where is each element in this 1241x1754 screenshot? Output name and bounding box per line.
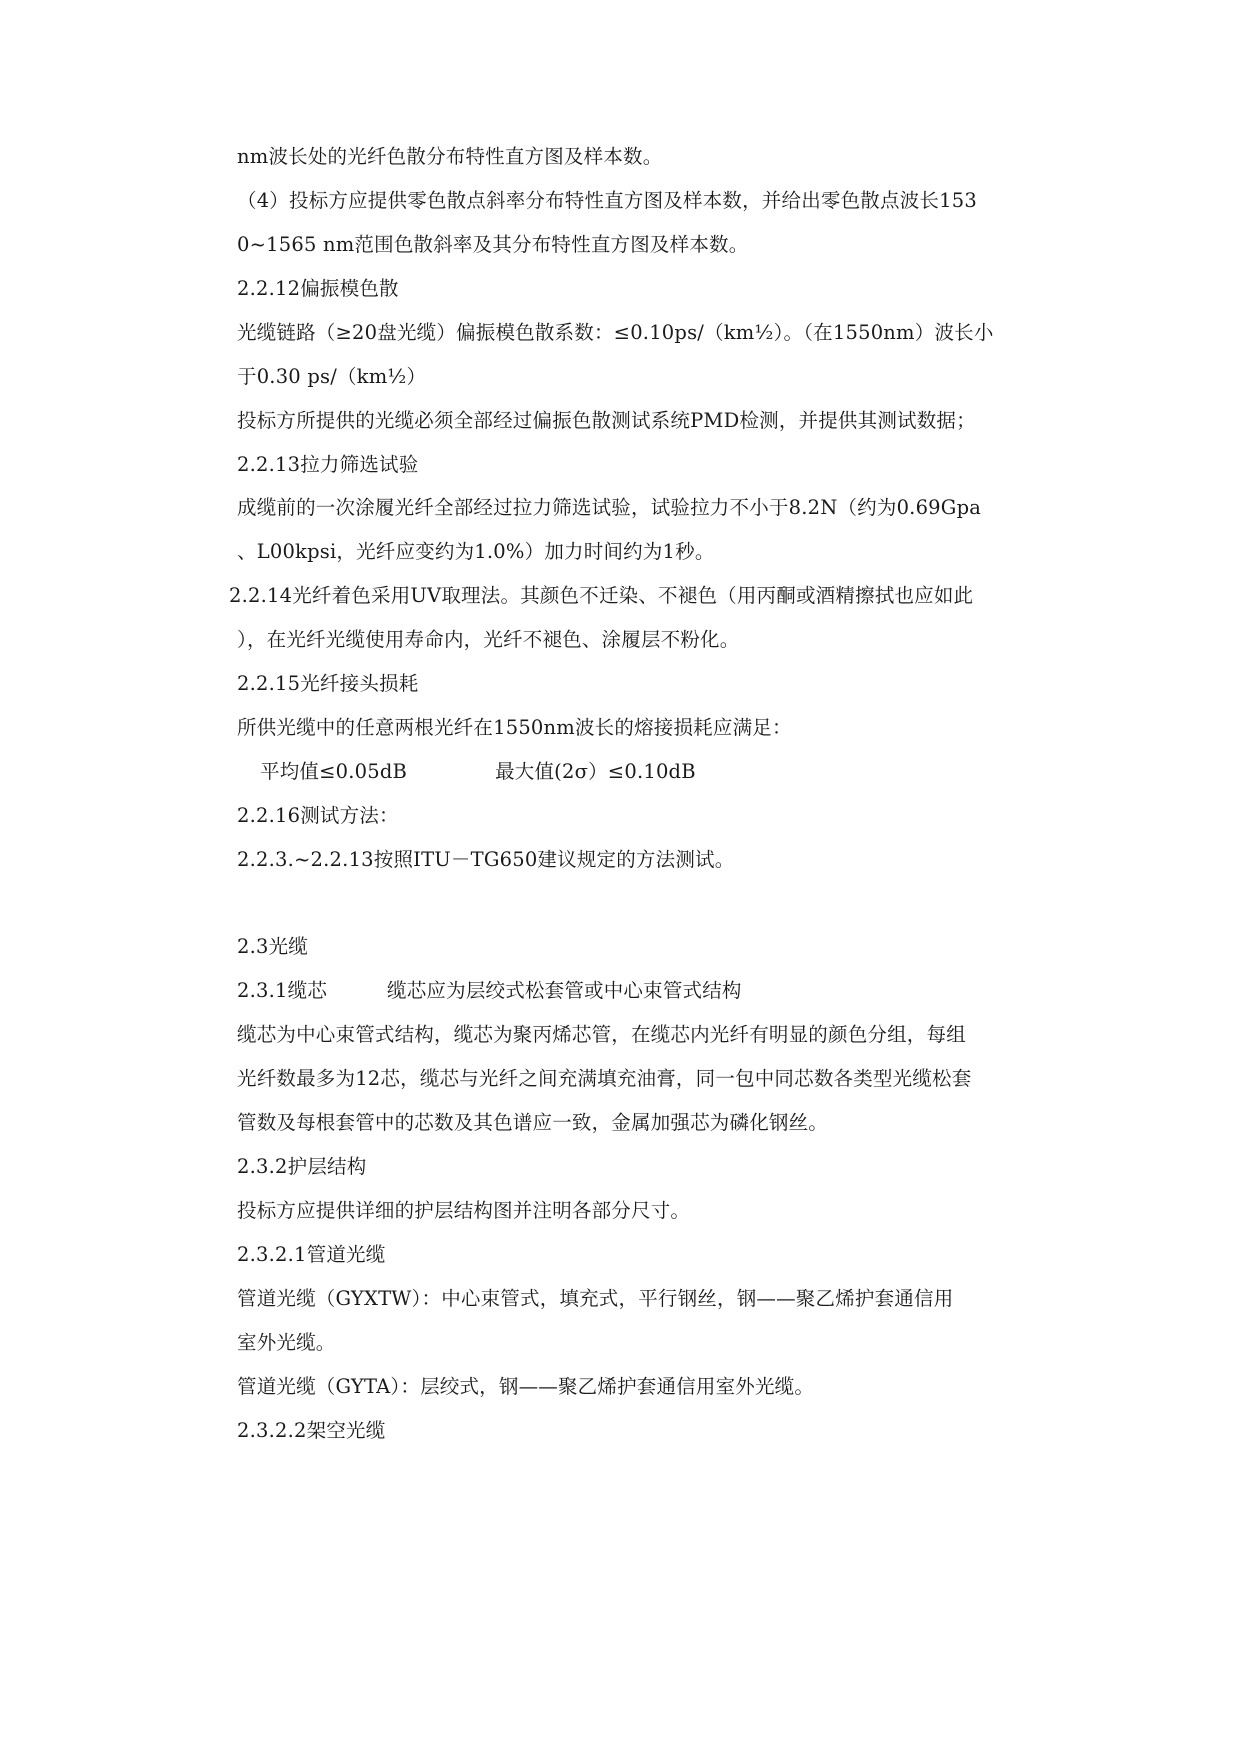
text-line: 管道光缆（GYXTW）：中心束管式，填充式，平行钢丝，钢——聚乙烯护套通信用 [237,1287,954,1310]
core-text: 缆芯应为层绞式松套管或中心束管式结构 [387,979,742,1002]
text-line: 管道光缆（GYTA）：层绞式，钢——聚乙烯护套通信用室外光缆。 [237,1375,815,1398]
splice-average: 平均值≤0.05dB [260,760,408,783]
section-heading: 2.3.2.2架空光缆 [237,1419,386,1442]
text-line: 2.2.3.~2.2.13按照ITU－TG650建议规定的方法测试。 [237,848,735,871]
text-line: 0~1565 nm范围色散斜率及其分布特性直方图及样本数。 [237,233,749,256]
text-line: 室外光缆。 [237,1331,336,1354]
text-line: ），在光纤光缆使用寿命内，光纤不褪色、涂履层不粉化。 [237,628,740,651]
text-line: 管数及每根套管中的芯数及其色谱应一致，金属加强芯为磷化钢丝。 [237,1111,829,1134]
text-line: nm波长处的光纤色散分布特性直方图及样本数。 [237,145,663,168]
splice-maximum: 最大值(2σ）≤0.10dB [495,760,696,783]
section-heading: 2.2.16测试方法： [237,804,399,827]
text-line: 投标方应提供详细的护层结构图并注明各部分尺寸。 [237,1199,691,1222]
text-line: 于0.30 ps/（km½） [237,365,427,388]
section-heading: 2.2.15光纤接头损耗 [237,672,419,695]
text-line: 成缆前的一次涂履光纤全部经过拉力筛选试验，试验拉力不小于8.2N（约为0.69Gpa [237,496,982,519]
text-line: 缆芯为中心束管式结构，缆芯为聚丙烯芯管，在缆芯内光纤有明显的颜色分组，每组 [237,1023,966,1046]
core-structure-line [237,978,742,1004]
text-line: 2.2.14光纤着色采用UV取理法。其颜色不迁染、不褪色（用丙酮或酒精擦拭也应如此 [229,584,974,607]
text-line: 投标方所提供的光缆必须全部经过偏振色散测试系统PMD检测，并提供其测试数据； [237,409,976,432]
section-heading: 2.3光缆 [237,935,309,958]
core-label: 2.3.1缆芯 [237,979,328,1002]
section-heading: 2.2.12偏振模色散 [237,277,399,300]
text-line: 、L00kpsi，光纤应变约为1.0%）加力时间约为1秒。 [237,540,715,563]
splice-loss-line [260,759,696,785]
text-line: （4）投标方应提供零色散点斜率分布特性直方图及样本数，并给出零色散点波长153 [237,189,977,212]
section-heading: 2.3.2护层结构 [237,1155,367,1178]
section-heading: 2.3.2.1管道光缆 [237,1243,386,1266]
section-heading: 2.2.13拉力筛选试验 [237,453,419,476]
text-line: 所供光缆中的任意两根光纤在1550nm波长的熔接损耗应满足： [237,716,792,739]
text-line: 光纤数最多为12芯，缆芯与光纤之间充满填充油膏，同一包中同芯数各类型光缆松套 [237,1067,972,1090]
text-line: 光缆链路（≥20盘光缆）偏振模色散系数：≤0.10ps/（km½）。（在1550nm）波长小 [237,321,994,344]
